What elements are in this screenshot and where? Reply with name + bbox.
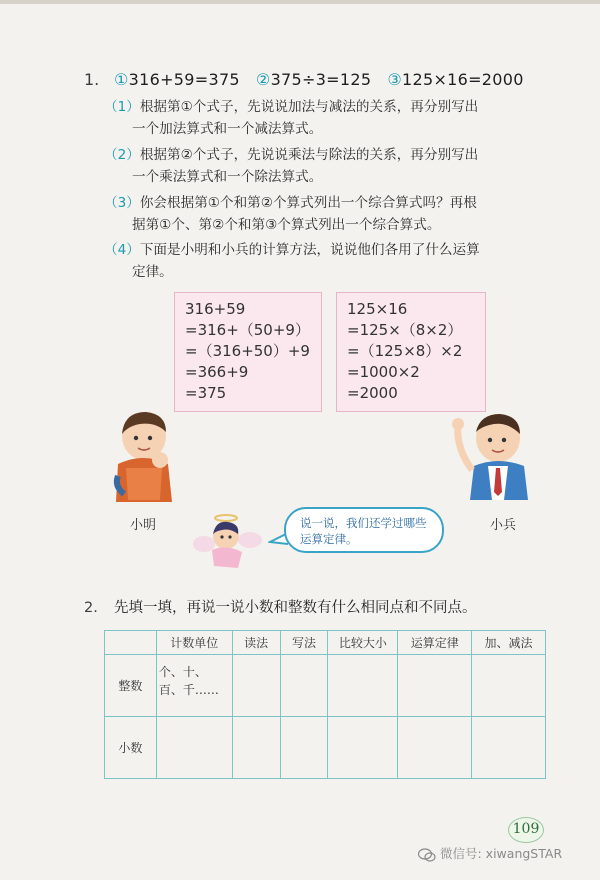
xiaoming-label: 小明	[130, 518, 157, 533]
xiaobing-illustration	[448, 408, 534, 500]
wechat-icon	[418, 848, 436, 862]
speech-bubble: 说一说，我们还学过哪些运算定律。	[284, 507, 444, 553]
question-1-header	[84, 70, 540, 89]
row-label-decimal: 小数	[105, 717, 157, 779]
blank-cell[interactable]	[472, 655, 546, 717]
unit-cell-integer[interactable]: 个、十、百、千……	[156, 655, 232, 717]
table-header-cell: 加、减法	[472, 631, 546, 655]
question-1-number: 1.	[84, 70, 100, 89]
xiaobing-label: 小兵	[490, 518, 517, 533]
row-label-integer: 整数	[105, 655, 157, 717]
sub-item-4: （4）下面是小明和小兵的计算方法，说说他们各用了什么运算 定律。	[104, 242, 480, 280]
blank-cell[interactable]	[232, 655, 280, 717]
xiaoming-illustration	[104, 406, 186, 506]
table-header-cell: 运算定律	[398, 631, 472, 655]
blank-cell[interactable]	[280, 655, 328, 717]
blank-cell[interactable]	[398, 655, 472, 717]
watermark: 微信号: xiwangSTAR	[418, 844, 562, 862]
table-header-cell: 读法	[232, 631, 280, 655]
table-header-cell: 比较大小	[328, 631, 398, 655]
sub-item-1: （1）根据第①个式子，先说说加法与减法的关系，再分别写出 一个加法算式和一个减法算式。	[104, 99, 479, 137]
blank-cell[interactable]	[232, 717, 280, 779]
top-band	[0, 0, 600, 4]
page-number: 109	[508, 817, 544, 843]
sub-item-2: （2）根据第②个式子，先说说乘法与除法的关系，再分别写出 一个乘法算式和一个除法算式。	[104, 147, 479, 185]
blank-cell[interactable]	[328, 717, 398, 779]
table-row	[105, 655, 546, 717]
question-2-header	[84, 596, 477, 617]
question-2-text: 先填一填，再说一说小数和整数有什么相同点和不同点。	[114, 600, 477, 616]
table-header-cell: 写法	[280, 631, 328, 655]
sub-item-3: （3）你会根据第①个和第②个算式列出一个综合算式吗？再根 据第①个、第②个和第③个算式列出一个综合算式。	[104, 195, 477, 233]
calc-box-xiaoming: 316+59 =316+（50+9） =（316+50）+9 =366+9 =375	[174, 292, 322, 412]
blank-cell[interactable]	[398, 717, 472, 779]
table-header-row	[105, 631, 546, 655]
calc-box-xiaobing: 125×16 =125×（8×2） =（125×8）×2 =1000×2 =2000	[336, 292, 486, 412]
equation-3: ③125×16=2000	[387, 70, 524, 89]
blank-cell[interactable]	[328, 655, 398, 717]
table-header-cell	[105, 631, 157, 655]
blank-cell[interactable]	[280, 717, 328, 779]
table-row	[105, 717, 546, 779]
unit-cell-decimal[interactable]	[156, 717, 232, 779]
equation-2: ②375÷3=125	[255, 70, 372, 89]
angel-character-illustration	[192, 510, 266, 572]
blank-cell[interactable]	[472, 717, 546, 779]
question-2-number: 2.	[84, 600, 98, 616]
table-header-cell: 计数单位	[156, 631, 232, 655]
comparison-table	[104, 630, 546, 779]
equation-1: ①316+59=375	[114, 70, 240, 89]
